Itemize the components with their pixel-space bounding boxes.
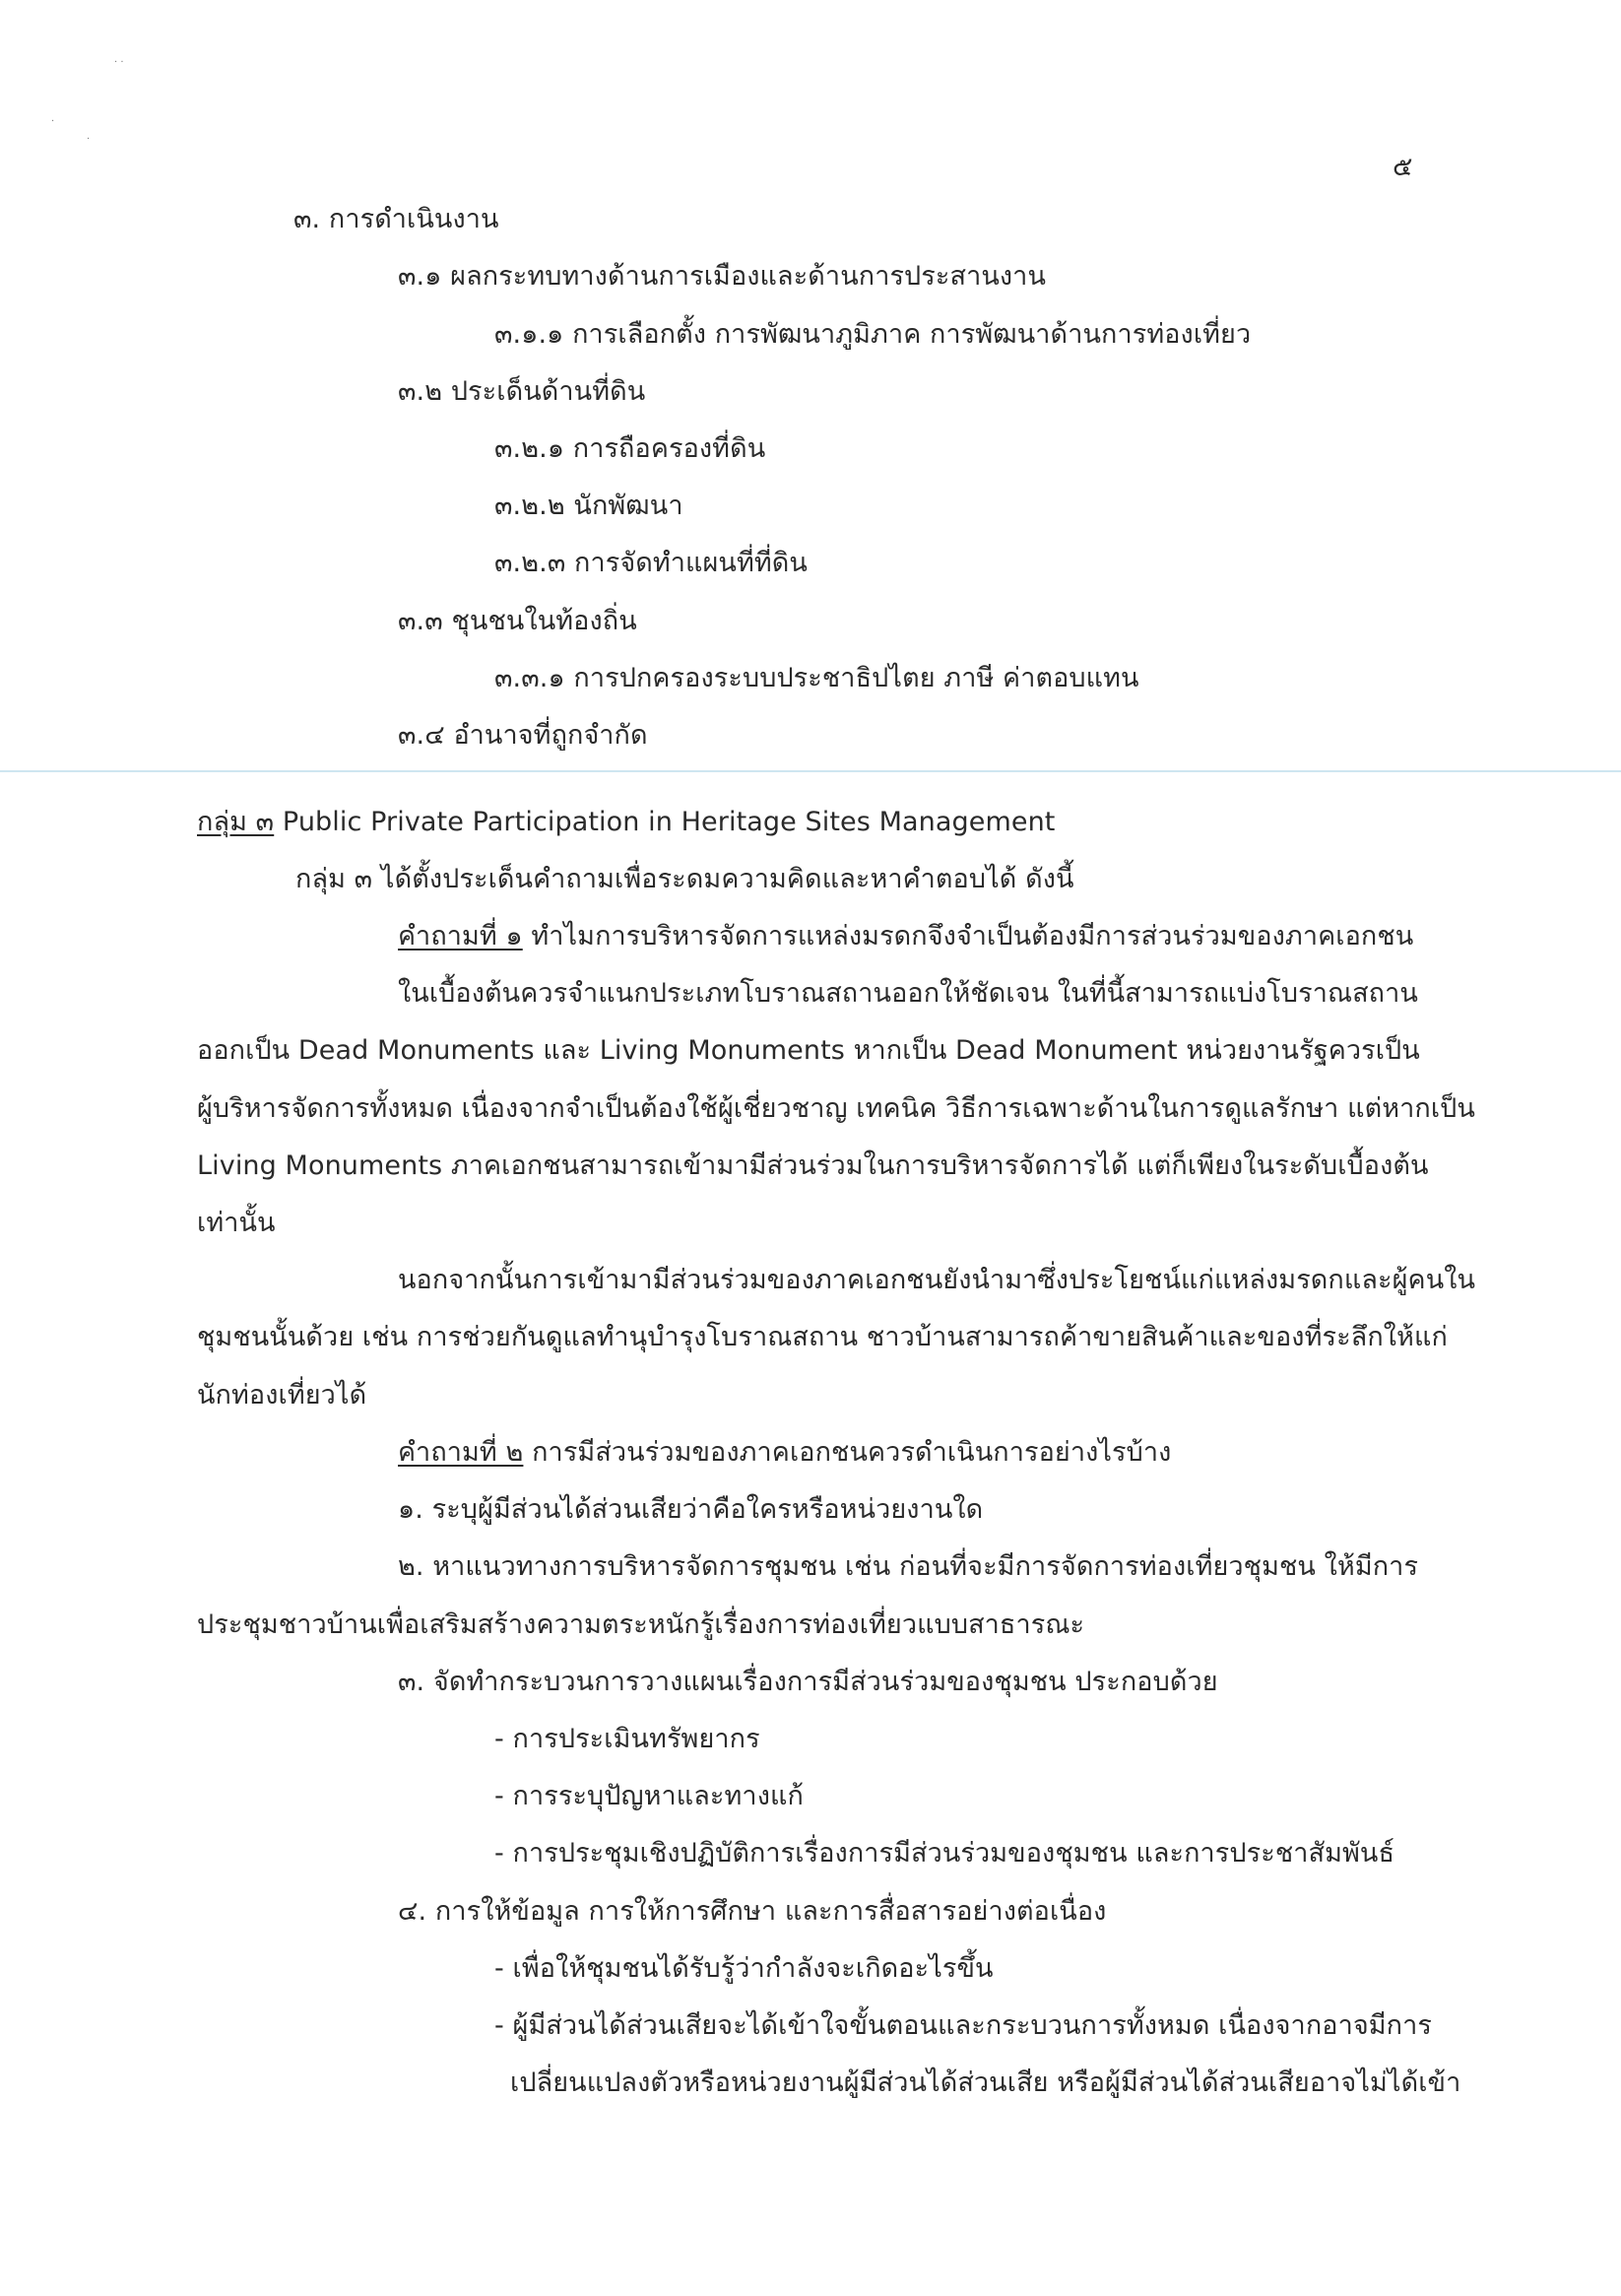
outline-item: ๓.๑ ผลกระทบทางด้านการเมืองและด้านการประสานงาน [398,261,1047,292]
scan-speck: · [87,134,91,145]
paragraph-line: ชุมชนนั้นด้วย เช่น การช่วยกันดูแลทำนุบำรุงโบราณสถาน ชาวบ้านสามารถค้าขายสินค้าและของที่ระลึกให้แก่ [197,1322,1448,1352]
group-heading [197,803,1055,842]
group-label: กลุ่ม ๓ [197,807,275,837]
outline-heading: ๓. การดำเนินงาน [293,204,499,234]
question-label: คำถามที่ ๑ [398,921,523,951]
page-number: ๕ [1393,152,1413,182]
question-line [398,1433,1171,1473]
bullet-item: - เพื่อให้ชุมชนได้รับรู้ว่ากำลังจะเกิดอะไรขึ้น [494,1953,994,1984]
bullet-item-continuation: เปลี่ยนแปลงตัวหรือหน่วยงานผู้มีส่วนได้ส่วนเสีย หรือผู้มีส่วนได้ส่วนเสียอาจไม่ได้เข้า [510,2067,1461,2098]
question-text: ทำไมการบริหารจัดการแหล่งมรดกจึงจำเป็นต้องมีการส่วนร่วมของภาคเอกชน [522,921,1414,951]
paragraph-line: เท่านั้น [197,1208,276,1238]
list-item-continuation: ประชุมชาวบ้านเพื่อเสริมสร้างความตระหนักรู้เรื่องการท่องเที่ยวแบบสาธารณะ [197,1609,1085,1640]
bullet-item: - การประชุมเชิงปฏิบัติการเรื่องการมีส่วนร่วมของชุมชน และการประชาสัมพันธ์ [494,1838,1395,1869]
paragraph-line: ออกเป็น Dead Monuments และ Living Monuments หากเป็น Dead Monument หน่วยงานรัฐควรเป็น [197,1035,1420,1066]
list-item: ๑. ระบุผู้มีส่วนได้ส่วนเสียว่าคือใครหรือหน่วยงานใด [398,1494,984,1525]
scan-speck: · · [114,57,124,68]
bullet-item: - ผู้มีส่วนได้ส่วนเสียจะได้เข้าใจขั้นตอนและกระบวนการทั้งหมด เนื่องจากอาจมีการ [494,2010,1432,2041]
outline-subitem: ๓.๓.๑ การปกครองระบบประชาธิปไตย ภาษี ค่าตอบแทน [494,663,1139,693]
list-item: ๔. การให้ข้อมูล การให้การศึกษา และการสื่อสารอย่างต่อเนื่อง [398,1896,1107,1927]
list-item: ๓. จัดทำกระบวนการวางแผนเรื่องการมีส่วนร่วมของชุมชน ประกอบด้วย [398,1667,1218,1697]
outline-subitem: ๓.๒.๓ การจัดทำแผนที่ที่ดิน [494,548,808,578]
paragraph-line: Living Monuments ภาคเอกชนสามารถเข้ามามีส่วนร่วมในการบริหารจัดการได้ แต่ก็เพียงในระดับเบื้องต้น [197,1150,1429,1181]
bullet-item: - การประเมินทรัพยากร [494,1724,760,1754]
paragraph-line: ผู้บริหารจัดการทั้งหมด เนื่องจากจำเป็นต้องใช้ผู้เชี่ยวชาญ เทคนิค วิธีการเฉพาะด้านในการดูแลรักษา แต่หากเป็น [197,1093,1475,1124]
list-item: ๒. หาแนวทางการบริหารจัดการชุมชน เช่น ก่อนที่จะมีการจัดการท่องเที่ยวชุมชน ให้มีการ [398,1551,1419,1582]
outline-subitem: ๓.๒.๒ นักพัฒนา [494,491,683,521]
outline-subitem: ๓.๒.๑ การถือครองที่ดิน [494,433,766,464]
page-divider [0,770,1621,772]
scan-speck: · [51,116,55,127]
group-intro: กลุ่ม ๓ ได้ตั้งประเด็นคำถามเพื่อระดมความคิดและหาคำตอบได้ ดังนี้ [295,864,1074,894]
paragraph-line: ในเบื้องต้นควรจำแนกประเภทโบราณสถานออกให้ชัดเจน ในที่นี้สามารถแบ่งโบราณสถาน [398,978,1418,1009]
outline-subitem: ๓.๑.๑ การเลือกตั้ง การพัฒนาภูมิภาค การพัฒนาด้านการท่องเที่ยว [494,319,1252,350]
paragraph-line: นักท่องเที่ยวได้ [197,1380,367,1410]
outline-item: ๓.๔ อำนาจที่ถูกจำกัด [398,720,648,751]
group-title: Public Private Participation in Heritage Sites Management [274,807,1056,837]
question-line [398,917,1413,956]
outline-item: ๓.๓ ชุนชนในท้องถิ่น [398,606,637,636]
question-label: คำถามที่ ๒ [398,1437,524,1468]
question-text: การมีส่วนร่วมของภาคเอกชนควรดำเนินการอย่างไรบ้าง [523,1437,1172,1468]
paragraph-line: นอกจากนั้นการเข้ามามีส่วนร่วมของภาคเอกชนยังนำมาซึ่งประโยชน์แก่แหล่งมรดกและผู้คนใน [398,1265,1476,1295]
bullet-item: - การระบุปัญหาและทางแก้ [494,1781,804,1811]
outline-item: ๓.๒ ประเด็นด้านที่ดิน [398,376,646,407]
